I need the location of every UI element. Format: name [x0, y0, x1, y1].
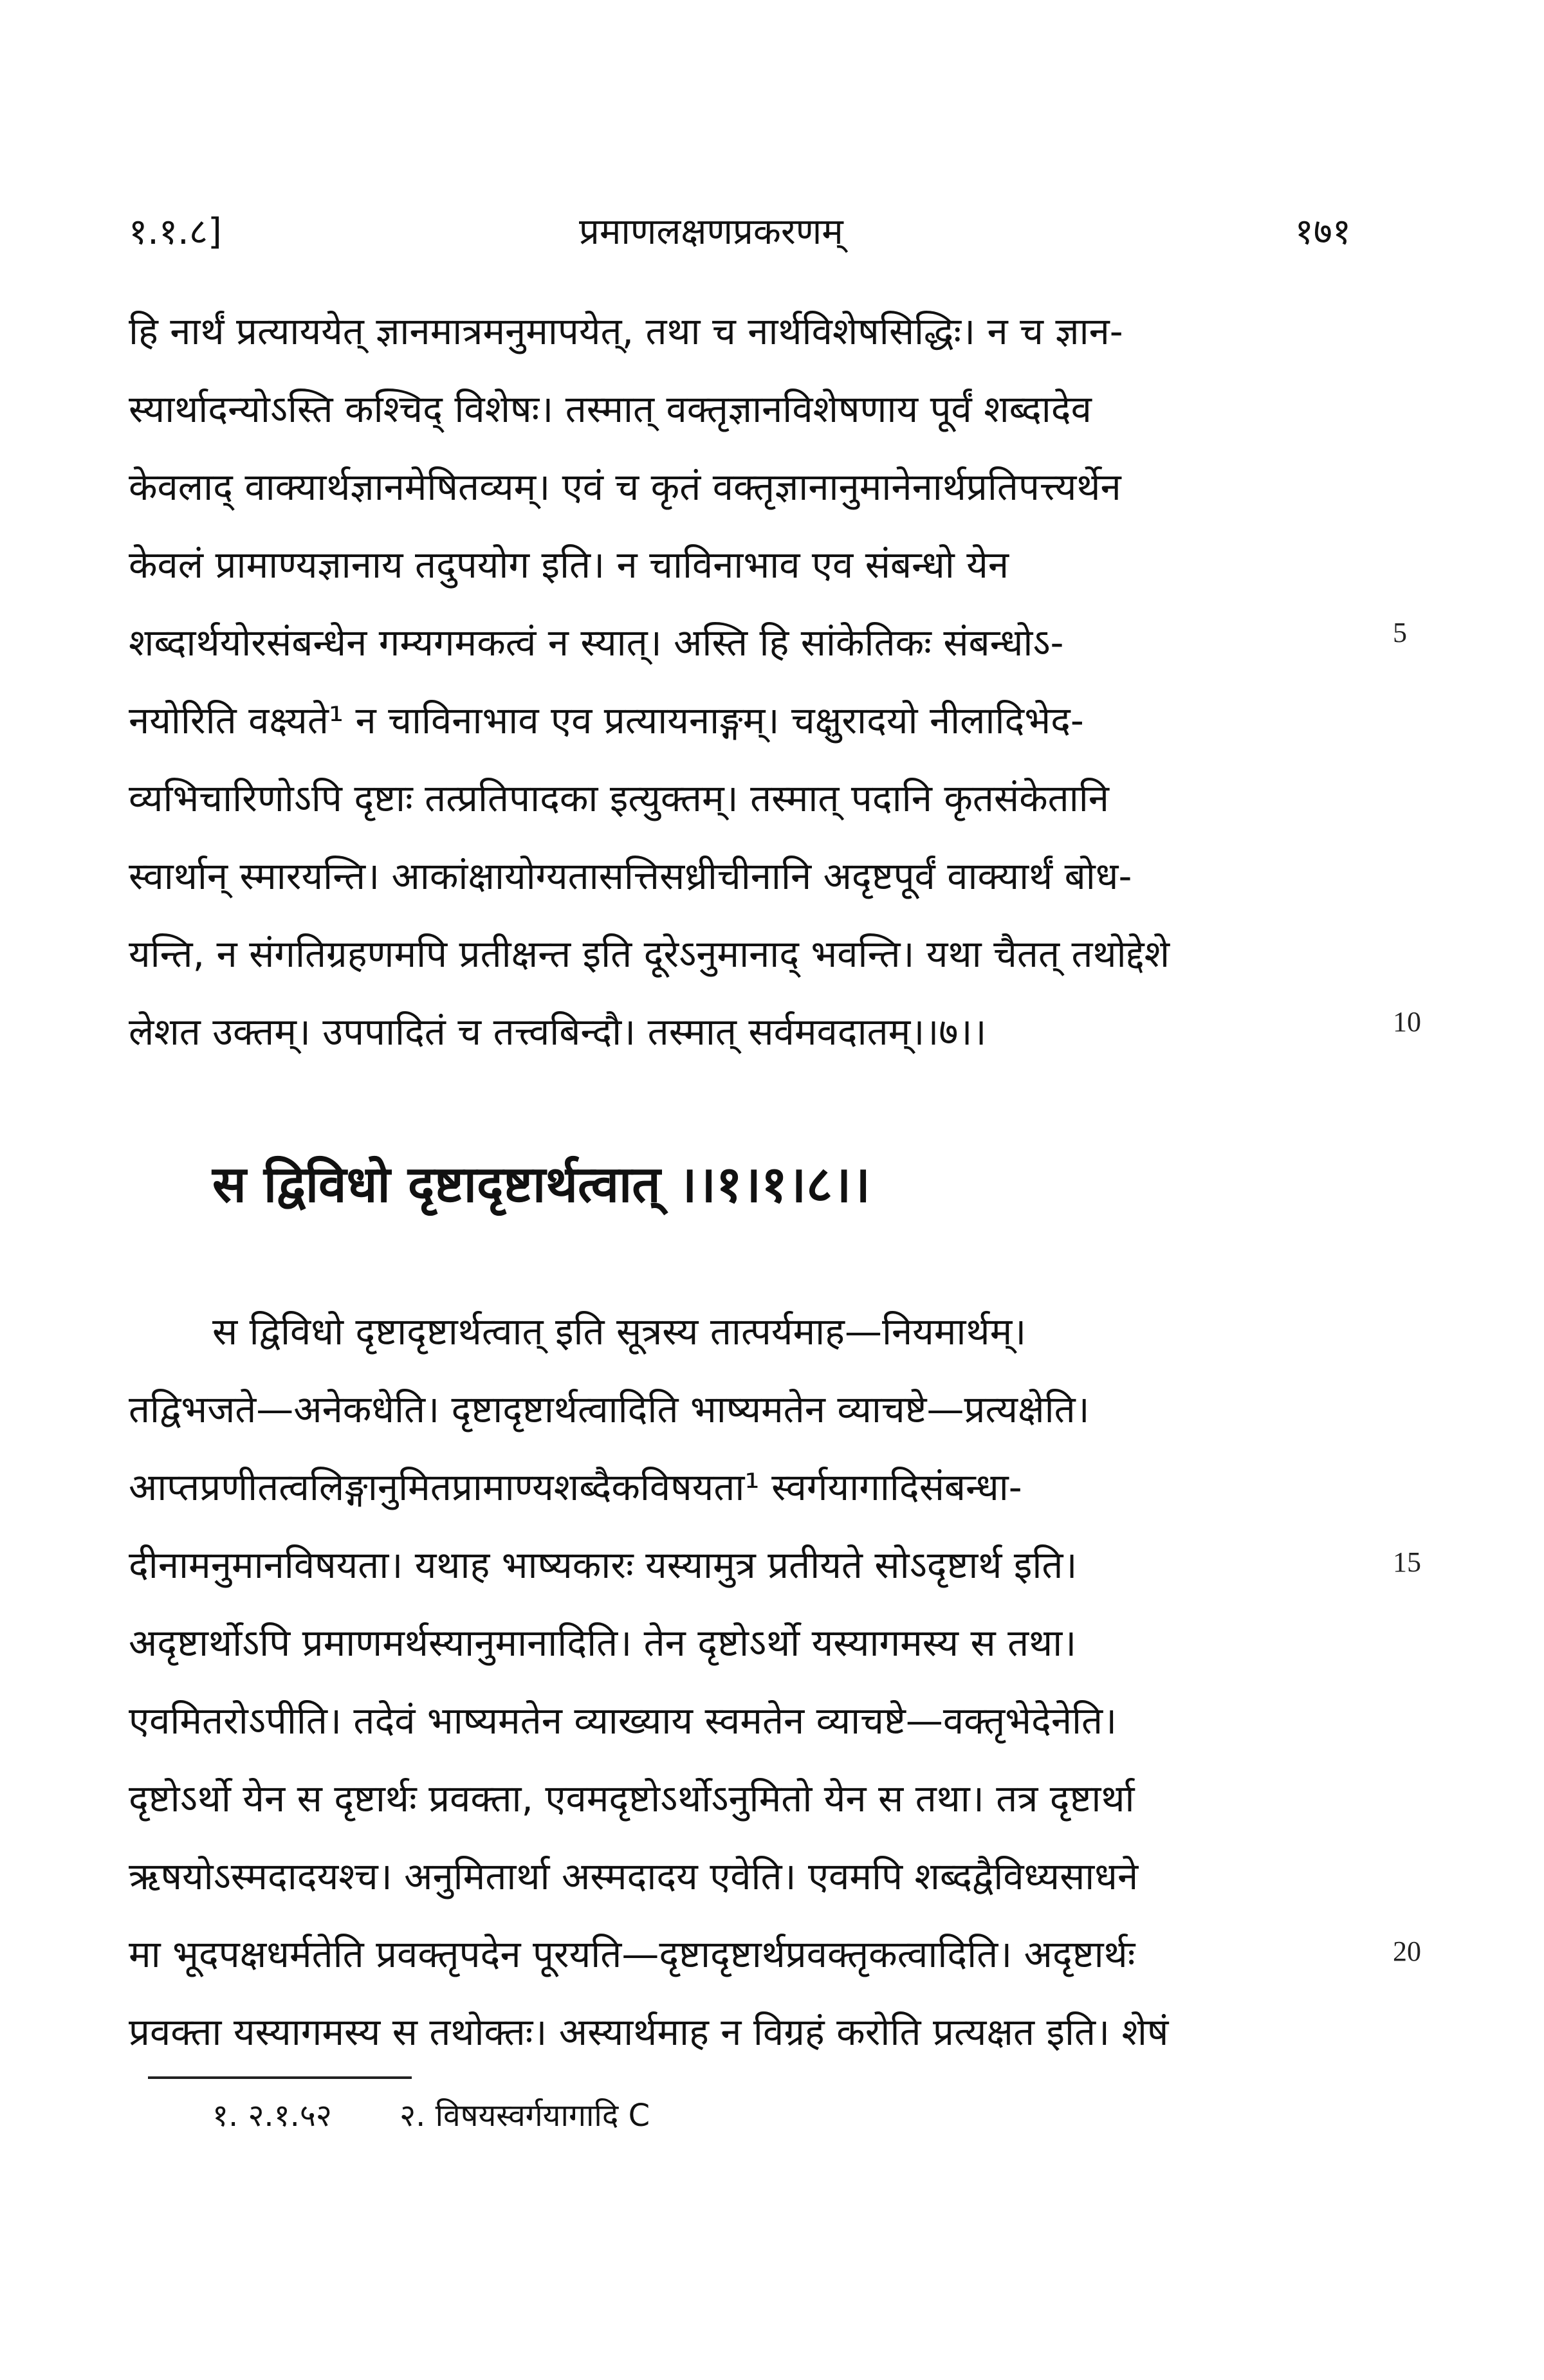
text-line: दृष्टोऽर्थो येन स दृष्टार्थः प्रवक्ता, एवमदृष्टोऽर्थोऽनुमितो येन स तथा। तत्र दृष्टार्था — [129, 1777, 1135, 1820]
text-line: केवलं प्रामाण्यज्ञानाय तदुपयोग इति। न चाविनाभाव एव संबन्धो येन — [129, 543, 1009, 587]
running-title: प्रमाणलक्षणप्रकरणम् — [579, 211, 843, 253]
footnote-2: २. विषयस्वर्गयागादि C — [400, 2098, 650, 2134]
sutra-heading: स द्विविधो दृष्टादृष्टार्थत्वात् ।।१।१।८।। — [212, 1156, 870, 1214]
commentary-paragraph-2 — [129, 1293, 1383, 2071]
text-line: स द्विविधो दृष्टादृष्टार्थत्वात् इति सूत्रस्य तात्पर्यमाह—नियमार्थम्। — [212, 1310, 1027, 1353]
footnotes — [212, 2094, 708, 2136]
line-number: 5 — [1393, 617, 1407, 648]
text-line: आप्तप्रणीतत्वलिङ्गानुमितप्रामाण्यशब्दैकविषयता¹ स्वर्गयागादिसंबन्धा- — [129, 1465, 1022, 1509]
text-line: प्रवक्ता यस्यागमस्य स तथोक्तः। अस्यार्थमाह न विग्रहं करोति प्रत्यक्षत इति। शेषं — [129, 2010, 1169, 2054]
text-line: ऋषयोऽस्मदादयश्च। अनुमितार्था अस्मदादय एवेति। एवमपि शब्दद्वैविध्यसाधने — [129, 1854, 1139, 1898]
text-line: दीनामनुमानविषयता। यथाह भाष्यकारः यस्यामुत्र प्रतीयते सोऽदृष्टार्थ इति। — [129, 1543, 1078, 1587]
footnote-1: १. २.१.५२ — [212, 2098, 332, 2134]
text-line: अदृष्टार्थोऽपि प्रमाणमर्थस्यानुमानादिति। तेन दृष्टोऽर्थो यस्यागमस्य स तथा। — [129, 1621, 1077, 1665]
text-line: तद्विभजते—अनेकधेति। दृष्टादृष्टार्थत्वादिति भाष्यमतेन व्याचष्टे—प्रत्यक्षेति। — [129, 1387, 1090, 1431]
page-number: १७१ — [1294, 211, 1351, 253]
line-number: 20 — [1393, 1936, 1421, 1967]
footnote-rule — [148, 2076, 412, 2079]
text-line: हि नार्थं प्रत्याययेत् ज्ञानमात्रमनुमापयेत्, तथा च नार्थविशेषसिद्धिः। न च ज्ञान- — [129, 309, 1123, 353]
text-line: स्वार्थान् स्मारयन्ति। आकांक्षायोग्यतासत्तिसध्रीचीनानि अदृष्टपूर्वं वाक्यार्थं बोध- — [129, 854, 1132, 898]
line-number: 15 — [1393, 1546, 1421, 1578]
text-line: यन्ति, न संगतिग्रहणमपि प्रतीक्षन्त इति दूरेऽनुमानाद् भवन्ति। यथा चैतत् तथोद्देशे — [129, 932, 1170, 976]
running-header — [129, 206, 1351, 264]
text-line: एवमितरोऽपीति। तदेवं भाष्यमतेन व्याख्याय स्वमतेन व्याचष्टे—वक्तृभेदेनेति। — [129, 1699, 1117, 1743]
text-line: नयोरिति वक्ष्यते¹ न चाविनाभाव एव प्रत्यायनाङ्गम्। चक्षुरादयो नीलादिभेद- — [129, 699, 1084, 742]
text-line: लेशत उक्तम्। उपपादितं च तत्त्वबिन्दौ। तस्मात् सर्वमवदातम्।।७।। — [129, 1010, 987, 1054]
text-line: स्यार्थादन्योऽस्ति कश्चिद् विशेषः। तस्मात् वक्तृज्ञानविशेषणाय पूर्वं शब्दादेव — [129, 387, 1092, 431]
line-number: 10 — [1393, 1006, 1421, 1038]
section-reference: १.१.८] — [129, 211, 222, 253]
text-line: शब्दार्थयोरसंबन्धेन गम्यगमकत्वं न स्यात्। अस्ति हि सांकेतिकः संबन्धोऽ- — [129, 621, 1064, 664]
text-line: केवलाद् वाक्यार्थज्ञानमेषितव्यम्। एवं च कृतं वक्तृज्ञानानुमानेनार्थप्रतिपत्त्यर्थेन — [129, 465, 1121, 509]
commentary-paragraph-1 — [129, 293, 1383, 1071]
text-line: मा भूदपक्षधर्मतेति प्रवक्तृपदेन पूरयति—दृष्टादृष्टार्थप्रवक्तृकत्वादिति। अदृष्टार्थः — [129, 1932, 1135, 1976]
text-line: व्यभिचारिणोऽपि दृष्टाः तत्प्रतिपादका इत्युक्तम्। तस्मात् पदानि कृतसंकेतानि — [129, 776, 1109, 820]
